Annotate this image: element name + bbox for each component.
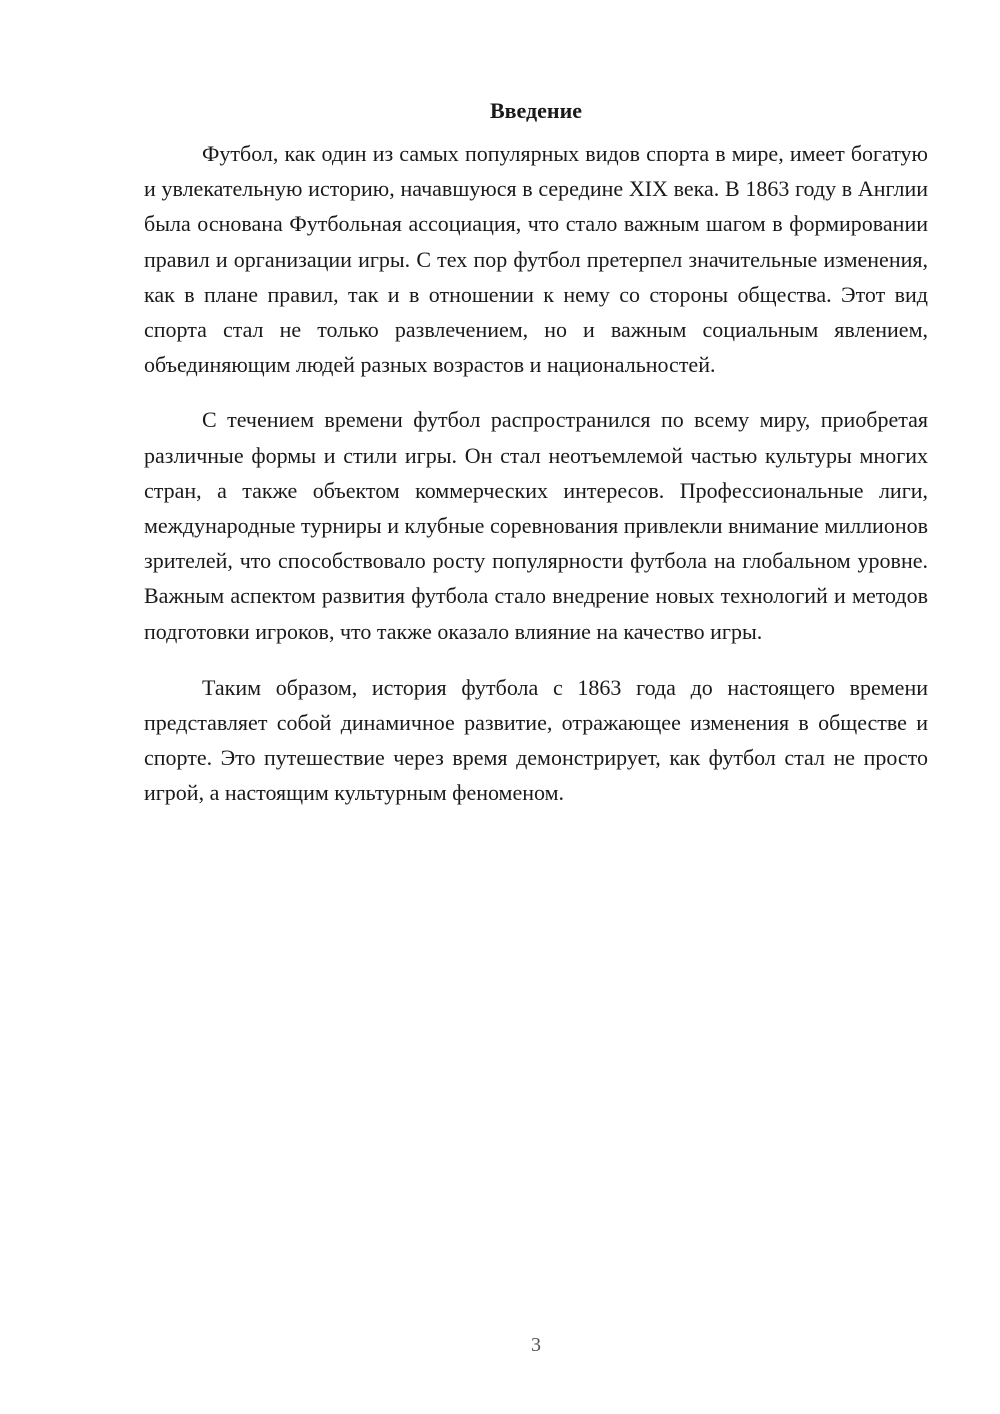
paragraph-1: Футбол, как один из самых популярных видов спорта в мире, имеет богатую и увлекательную историю, начавшуюся в середине XIX века. В 1863 году в Англии была основана Футбольная ассоциация, что стало важным шагом в формировании правил и организации игры. С тех пор футбол претерпел значительные изменения, как в плане правил, так и в отношении к нему со стороны общества. Этот вид спорта стал не только развлечением, но и важным социальным явлением, объединяющим людей разных возрастов и национальностей. [144, 141, 928, 378]
page-number: 3 [531, 1334, 541, 1356]
page-content [144, 94, 928, 811]
paragraph-3: Таким образом, история футбола с 1863 года до настоящего времени представляет собой динамичное развитие, отражающее изменения в обществе и спорте. Это путешествие через время демонстрирует, как футбол стал не просто игрой, а настоящим культурным феноменом. [144, 674, 928, 806]
paragraph-2: С течением времени футбол распространился по всему миру, приобретая различные формы и стили игры. Он стал неотъемлемой частью культуры многих стран, а также объектом коммерческих интересов. Профессиональные лиги, международные турниры и клубные соревнования привлекли внимание миллионов зрителей, что способствовало росту популярности футбола на глобальном уровне. Важным аспектом развития футбола стало внедрение новых технологий и методов подготовки игроков, что также оказало влияние на качество игры. [144, 407, 928, 644]
section-heading: Введение [489, 98, 583, 123]
